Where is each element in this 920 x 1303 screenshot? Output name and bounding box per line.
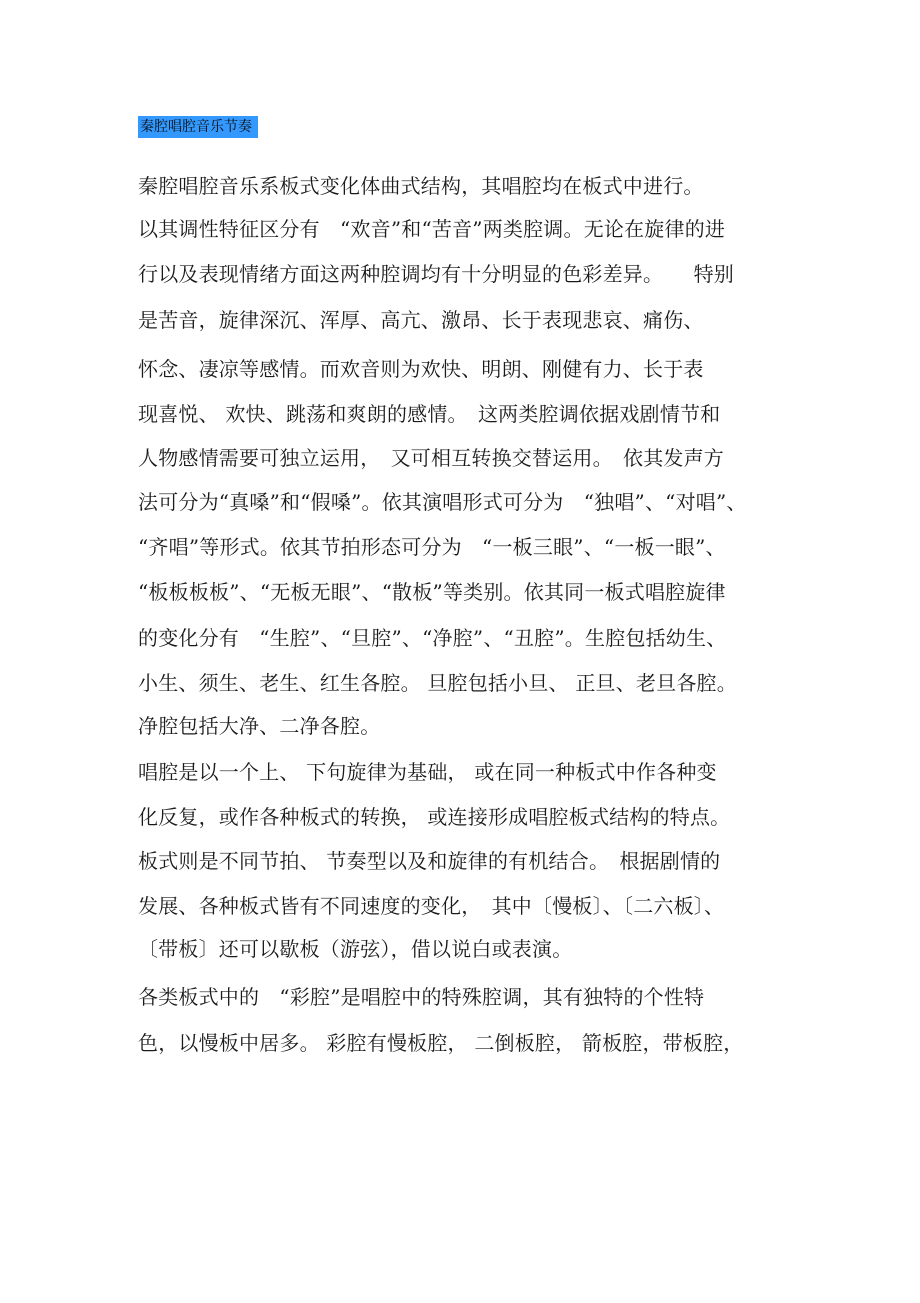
paragraph-line: 现喜悦、 欢快、跳荡和爽朗的感情。 这两类腔调依据戏剧情节和: [138, 402, 721, 426]
paragraph-line: 以其调性特征区分有 “欢音”和“苦音”两类腔调。无论在旋律的进: [138, 217, 726, 241]
paragraph-line: 的变化分有 “生腔”、“旦腔”、“净腔”、“丑腔”。生腔包括幼生、: [138, 626, 727, 650]
paragraph-line: 净腔包括大净、二净各腔。: [138, 714, 381, 738]
paragraph-line: 发展、各种板式皆有不同速度的变化， 其中〔慢板〕、〔二六板〕、: [138, 894, 725, 918]
paragraph-line: 法可分为“真嗓”和“假嗓”。依其演唱形式可分为 “独唱”、“对唱”、: [138, 490, 747, 514]
document-title: 秦腔唱腔音乐节奏: [138, 116, 258, 138]
paragraph-line: “齐唱”等形式。依其节拍形态可分为 “一板三眼”、“一板一眼”、: [138, 535, 726, 559]
paragraph-line: 行以及表现情绪方面这两种腔调均有十分明显的色彩差异。 特别: [138, 262, 734, 286]
paragraph-line: 人物感情需要可独立运用， 又可相互转换交替运用。 依其发声方: [138, 446, 724, 470]
paragraph-line: 色，以慢板中居多。 彩腔有慢板腔， 二倒板腔， 箭板腔，带板腔，: [138, 1031, 744, 1055]
paragraph-line: 唱腔是以一个上、 下句旋律为基础， 或在同一种板式中作各种变: [138, 760, 717, 784]
paragraph-line: 怀念、凄凉等感情。而欢音则为欢快、明朗、刚健有力、长于表: [138, 357, 704, 381]
paragraph-line: 秦腔唱腔音乐系板式变化体曲式结构，其唱腔均在板式中进行。: [138, 174, 704, 198]
paragraph-line: 化反复，或作各种板式的转换， 或连接形成唱腔板式结构的特点。: [138, 805, 731, 829]
paragraph-line: 是苦音，旋律深沉、浑厚、高亢、激昂、长于表现悲哀、痛伤、: [138, 308, 704, 332]
paragraph-line: 〔带板〕还可以歇板（游弦），借以说白或表演。: [138, 937, 573, 961]
paragraph-line: 板式则是不同节拍、 节奏型以及和旋律的有机结合。 根据剧情的: [138, 849, 721, 873]
paragraph-line: 小生、须生、老生、红生各腔。 旦腔包括小旦、 正旦、老旦各腔。: [138, 671, 737, 695]
paragraph-line: “板板板板”、“无板无眼”、“散板”等类别。依其同一板式唱腔旋律: [138, 580, 726, 604]
paragraph-line: 各类板式中的 “彩腔”是唱腔中的特殊腔调，其有独特的个性特: [138, 985, 705, 1009]
